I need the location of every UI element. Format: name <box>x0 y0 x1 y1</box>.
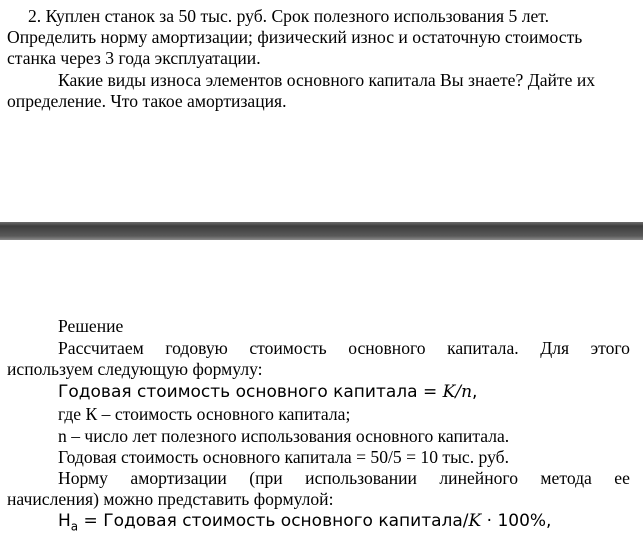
word: Рассчитаем <box>58 338 144 358</box>
formula-2-text: Годовая стоимость основного капитала <box>103 511 463 531</box>
annual-value-result: Годовая стоимость основного капитала = 50/5 = 10 тыс. руб. <box>58 447 510 467</box>
word: метода <box>540 468 592 488</box>
formula-2-subscript: а <box>70 519 79 534</box>
word: ее <box>614 468 630 488</box>
word: Для <box>540 338 570 358</box>
formula-2-divide: / <box>462 511 469 531</box>
solution-paragraph-2-line-2: начисления) можно представить формулой: <box>7 489 334 509</box>
formula-2-variable: K <box>468 511 482 531</box>
formula-1-variable: K/n <box>442 382 473 402</box>
problem-line-2 <box>7 27 630 48</box>
formula-depreciation-rate <box>58 511 551 537</box>
page-upper <box>0 0 643 220</box>
page-separator <box>0 222 643 240</box>
page-lower <box>0 240 643 534</box>
problem-line-5: определение. Что такое амортизация. <box>7 91 287 111</box>
word: капитала. <box>447 338 519 358</box>
formula-1-comma: , <box>472 382 478 402</box>
formula-2-lhs: Н <box>58 511 71 531</box>
where-n-line: n – число лет полезного использования основного капитала. <box>58 426 510 446</box>
word: Норму <box>58 468 108 488</box>
formula-1-equals: = <box>417 382 443 402</box>
formula-2-equals: = <box>78 511 104 531</box>
problem-line-3: станка через 3 года эксплуатации. <box>7 48 261 68</box>
word: амортизации <box>130 468 227 488</box>
word: основного <box>348 338 426 358</box>
word: годовую <box>165 338 228 358</box>
solution-paragraph-1-line-2: используем следующую формулу: <box>7 359 263 379</box>
word: этого <box>590 338 630 358</box>
word: стоимость <box>249 338 327 358</box>
problem-line-4: Какие виды износа элементов основного капитала Вы знаете? Дайте их <box>58 70 596 90</box>
formula-2-tail: · 100%, <box>481 511 552 531</box>
solution-paragraph-1-line-1 <box>58 338 630 359</box>
formula-annual-value <box>58 382 477 403</box>
word: линейного <box>439 468 518 488</box>
problem-line-1: 2. Куплен станок за 50 тыс. руб. Срок полезного использования 5 лет. <box>28 6 550 26</box>
word: использовании <box>305 468 417 488</box>
problem-line-2-text: Определить норму амортизации; физический износ и остаточную стоимость <box>7 27 583 47</box>
solution-paragraph-2-line-1 <box>58 468 630 489</box>
where-k-line: где К – стоимость основного капитала; <box>58 404 351 424</box>
formula-1-text: Годовая стоимость основного капитала <box>58 382 418 402</box>
word: (при <box>249 468 283 488</box>
solution-heading: Решение <box>58 316 124 336</box>
